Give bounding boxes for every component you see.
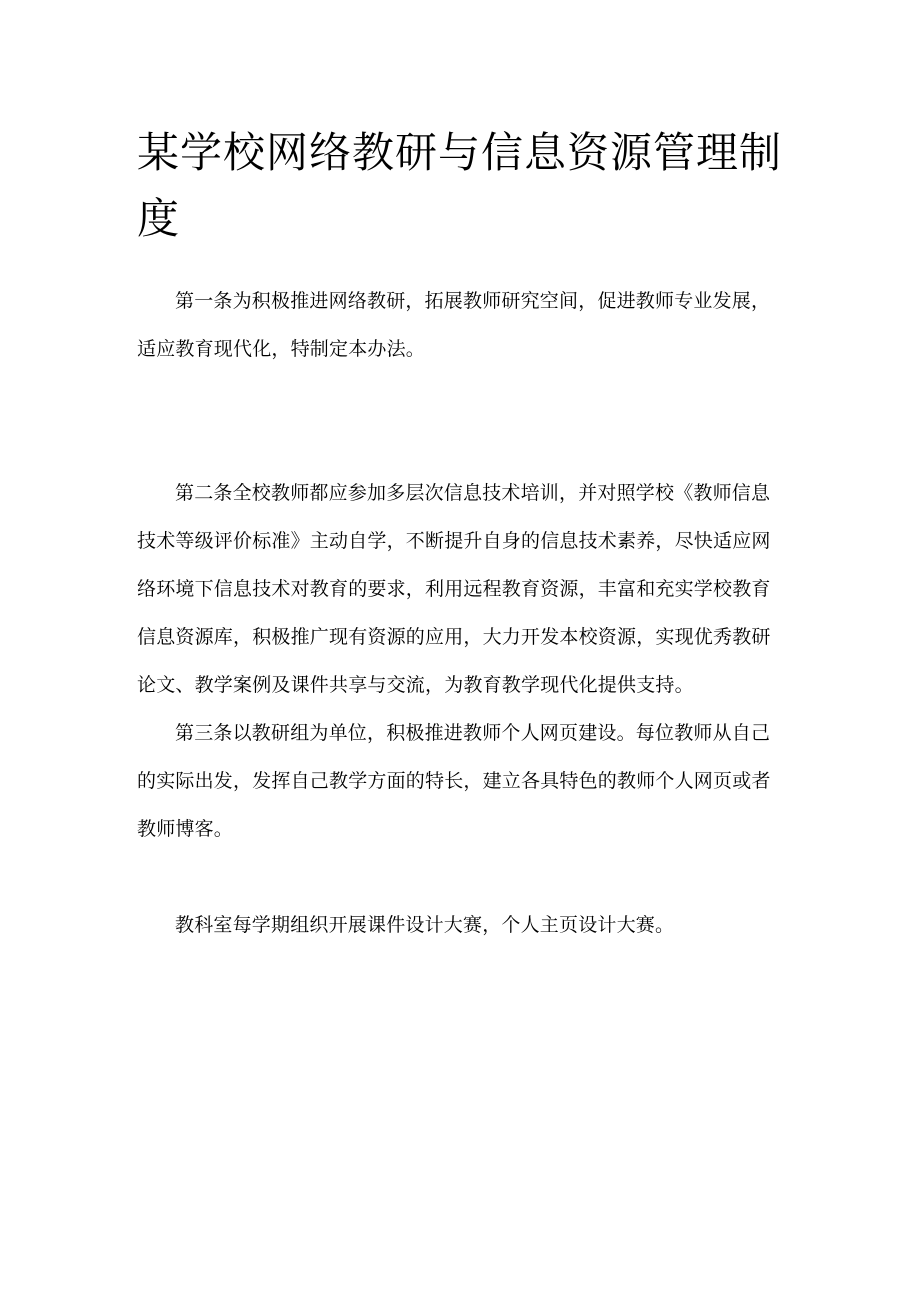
- document-title: 某学校网络教研与信息资源管理制度: [137, 128, 783, 243]
- article-1-paragraph: 第一条为积极推进网络教研，拓展教师研究空间，促进教师专业发展，适应教育现代化，特制定本办法。: [137, 290, 771, 360]
- contest-paragraph: 教科室每学期组织开展课件设计大赛，个人主页设计大赛。: [175, 914, 675, 936]
- article-3-paragraph: 第三条以教研组为单位，积极推进教师个人网页建设。每位教师从自己的实际出发，发挥自己教学方面的特长，建立各具特色的教师个人网页或者教师博客。: [137, 722, 771, 840]
- article-2-paragraph: 第二条全校教师都应参加多层次信息技术培训，并对照学校《教师信息技术等级评价标准》主动自学，不断提升自身的信息技术素养，尽快适应网络环境下信息技术对教育的要求，利用远程教育资源，丰富和充实学校教育信息资源库，积极推广现有资源的应用，大力开发本校资源，实现优秀教研论文、教学案例及课件共享与交流，为教育教学现代化提供支持。: [137, 482, 771, 696]
